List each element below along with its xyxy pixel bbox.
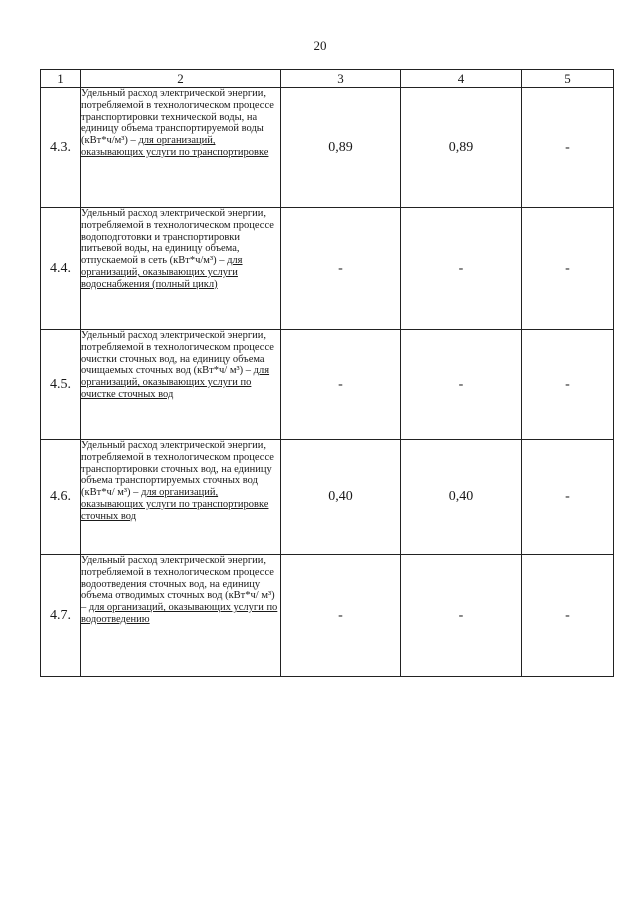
description-text: Удельный расход электрической энергии, потребляемой в технологическом процессе транспортировки технической воды, на единицу объема транспортируемой воды (кВт*ч/м³) – (81, 88, 274, 147)
table-row (41, 88, 614, 208)
value-col-4: 0,89 (401, 88, 522, 208)
row-number: 4.7. (41, 555, 81, 677)
value-col-5: - (522, 330, 614, 440)
row-number: 4.6. (41, 440, 81, 555)
description-text: Удельный расход электрической энергии, потребляемой в технологическом процессе очистки сточных вод, на единицу объема очищаемых сточных вод (кВт*ч/ м³) – (81, 330, 274, 377)
value-col-3: - (281, 555, 401, 677)
page-number: 20 (313, 38, 327, 53)
table-row (41, 555, 614, 677)
table-row (41, 440, 614, 555)
row-description (81, 88, 281, 208)
table-row (41, 208, 614, 330)
table-row (41, 330, 614, 440)
description-underlined: для организаций, оказывающих услуги по транспортировке сточных вод (81, 487, 269, 522)
row-description (81, 440, 281, 555)
description-underlined: для организаций, оказывающих услуги по водоотведению (81, 602, 278, 625)
value-col-3: - (281, 208, 401, 330)
indicator-table (40, 69, 614, 677)
column-header-4: 4 (401, 70, 522, 88)
description-text: Удельный расход электрической энергии, потребляемой в технологическом процессе водоотведения сточных вод, на единицу объема отводимых сточных вод (кВт*ч/ м³) – (81, 555, 275, 614)
value-col-5: - (522, 208, 614, 330)
row-number: 4.5. (41, 330, 81, 440)
description-text: Удельный расход электрической энергии, потребляемой в технологическом процессе транспортировки сточных вод, на единицу объема транспортируемых сточных вод (кВт*ч/ м³) – (81, 440, 274, 499)
column-header-2: 2 (81, 70, 281, 88)
value-col-4: - (401, 555, 522, 677)
value-col-3: - (281, 330, 401, 440)
value-col-4: - (401, 208, 522, 330)
row-description (81, 208, 281, 330)
value-col-5: - (522, 88, 614, 208)
value-col-3: 0,40 (281, 440, 401, 555)
row-description (81, 555, 281, 677)
row-description (81, 330, 281, 440)
value-col-3: 0,89 (281, 88, 401, 208)
column-header-1: 1 (41, 70, 81, 88)
description-underlined: для организаций, оказывающих услуги водоснабжения (полный цикл) (81, 255, 243, 290)
value-col-5: - (522, 440, 614, 555)
value-col-4: - (401, 330, 522, 440)
value-col-4: 0,40 (401, 440, 522, 555)
table-header-row (41, 70, 614, 88)
column-header-3: 3 (281, 70, 401, 88)
row-number: 4.4. (41, 208, 81, 330)
description-underlined: для организаций, оказывающих услуги по очистке сточных вод (81, 365, 270, 400)
column-header-5: 5 (522, 70, 614, 88)
row-number: 4.3. (41, 88, 81, 208)
value-col-5: - (522, 555, 614, 677)
description-text: Удельный расход электрической энергии, потребляемой в технологическом процессе водоподготовки и транспортировки питьевой воды, на единицу объема, отпускаемой в сеть (кВт*ч/м³) – (81, 208, 274, 267)
description-underlined: для организаций, оказывающих услуги по транспортировке (81, 135, 269, 158)
